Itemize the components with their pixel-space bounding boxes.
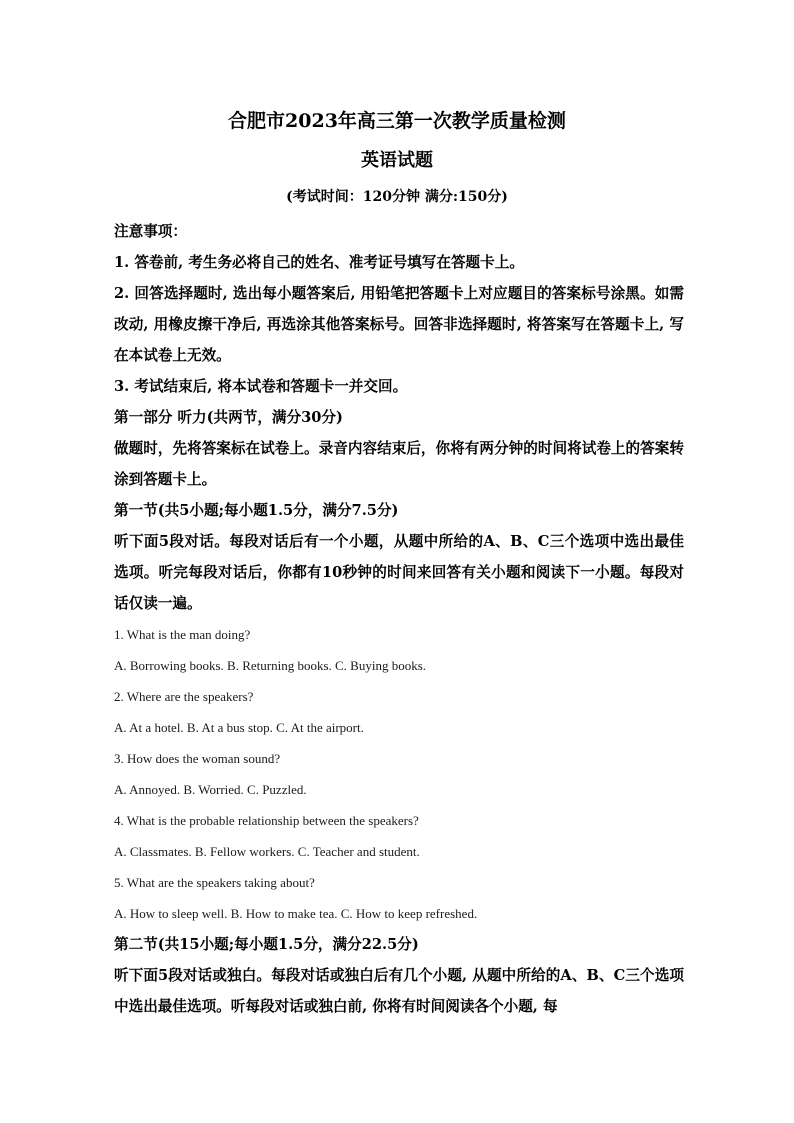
exam-subject: 英语试题: [361, 150, 433, 171]
notice-heading: 注意事项：: [114, 223, 187, 240]
exam-time-score: (考试时间：120分钟 满分:150分): [286, 189, 508, 205]
section2-instruction: 听下面5段对话或独白。每段对话或独白后有几个小题, 从题中所给的A、B、C三个选项中选出最佳选项。听每段对话或独白前, 你将有时间阅读各个小题, 每: [114, 967, 684, 1015]
notice-item-2: 2. 回答选择题时, 选出每小题答案后, 用铅笔把答题卡上对应题目的答案标号涂黑。如需改动, 用橡皮擦干净后, 再选涂其他答案标号。回答非选择题时, 将答案写在答题卡上, 写在本试卷上无效。: [114, 285, 684, 364]
exam-content: [114, 216, 684, 1022]
question-5-options: A. How to sleep well. B. How to make tea. C. How to keep refreshed.: [114, 906, 478, 921]
section1-instruction: 听下面5段对话。每段对话后有一个小题，从题中所给的A、B、C三个选项中选出最佳选项。听完每段对话后，你都有10秒钟的时间来回答有关小题和阅读下一小题。每段对话仅读一遍。: [114, 533, 684, 612]
question-4: 4. What is the probable relationship between the speakers?: [114, 813, 419, 828]
notice-item-1: 1. 答卷前, 考生务必将自己的姓名、准考证号填写在答题卡上。: [114, 254, 524, 271]
notice-item-3: 3. 考试结束后, 将本试卷和答题卡一并交回。: [114, 378, 408, 395]
part1-instruction: 做题时，先将答案标在试卷上。录音内容结束后，你将有两分钟的时间将试卷上的答案转涂到答题卡上。: [114, 440, 684, 488]
question-1-options: A. Borrowing books. B. Returning books. C. Buying books.: [114, 658, 427, 673]
question-2: 2. Where are the speakers?: [114, 689, 254, 704]
question-5: 5. What are the speakers taking about?: [114, 875, 315, 890]
question-3-options: A. Annoyed. B. Worried. C. Puzzled.: [114, 782, 307, 797]
question-1: 1. What is the man doing?: [114, 627, 251, 642]
part1-heading: 第一部分 听力(共两节，满分30分): [114, 409, 343, 426]
exam-title: 合肥市2023年高三第一次教学质量检测: [228, 110, 566, 132]
section1-heading: 第一节(共5小题;每小题1.5分，满分7.5分): [114, 502, 399, 519]
question-2-options: A. At a hotel. B. At a bus stop. C. At the airport.: [114, 720, 364, 735]
section2-heading: 第二节(共15小题;每小题1.5分，满分22.5分): [114, 936, 419, 953]
question-4-options: A. Classmates. B. Fellow workers. C. Teacher and student.: [114, 844, 420, 859]
question-3: 3. How does the woman sound?: [114, 751, 281, 766]
